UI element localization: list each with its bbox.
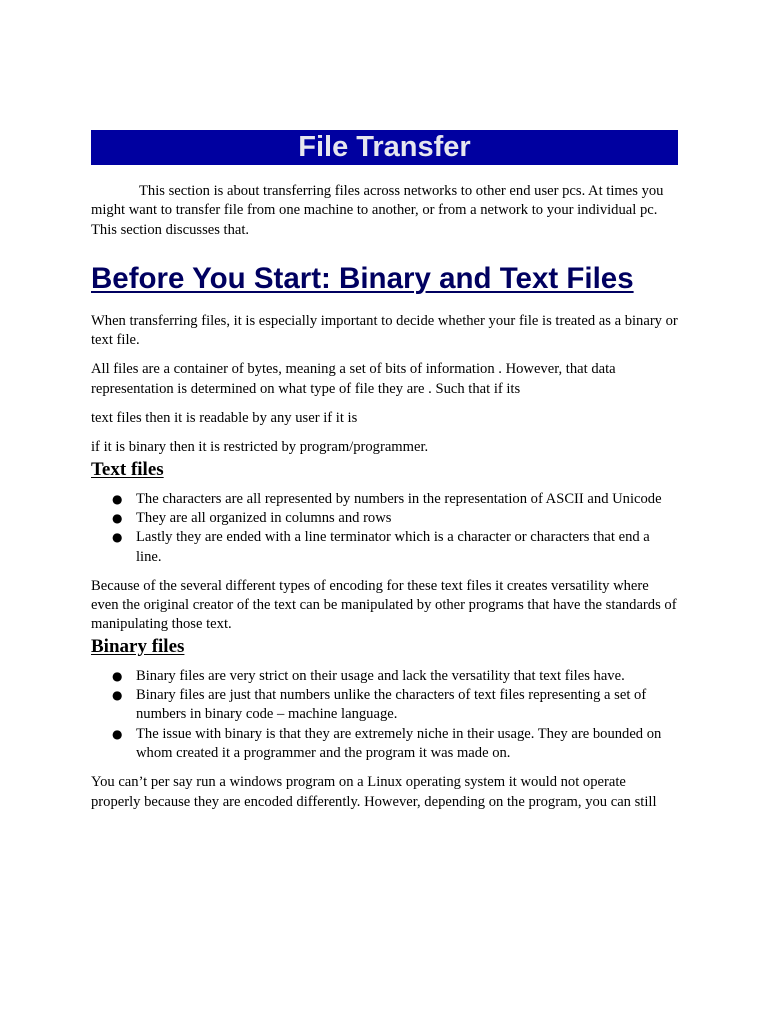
bullet-icon: ● bbox=[112, 688, 123, 703]
paragraph-text-files-readable: text files then it is readable by any user if it is bbox=[91, 410, 358, 427]
list-item bbox=[112, 509, 678, 528]
bullet-icon: ● bbox=[112, 726, 123, 741]
bullet-icon: ● bbox=[112, 510, 123, 525]
list-item-text: Binary files are very strict on their usage and lack the versatility that text files have. bbox=[136, 667, 625, 684]
list-item-text: They are all organized in columns and rows bbox=[136, 509, 392, 526]
paragraph-binary-restricted: if it is binary then it is restricted by program/programmer. bbox=[91, 439, 429, 456]
list-item bbox=[112, 490, 678, 509]
document-title: File Transfer bbox=[298, 131, 471, 163]
paragraph-versatility: Because of the several different types of encoding for these text files it creates versatility where even the original creator of the text can be manipulated by other programs that have the standards of manipulating those text. bbox=[91, 577, 677, 633]
text-files-list bbox=[91, 490, 678, 567]
bullet-icon: ● bbox=[112, 530, 123, 545]
binary-files-list bbox=[91, 667, 678, 763]
bullet-icon: ● bbox=[112, 668, 123, 683]
intro-paragraph: This section is about transferring files across networks to other end user pcs. At times you might want to transfer file from one machine to another, or from a network to your individual pc. This section discusses that. bbox=[91, 183, 664, 238]
paragraph-windows-linux: You can’t per say run a windows program on a Linux operating system it would not operate properly because they are encoded differently. However, depending on the program, you can still bbox=[91, 774, 657, 810]
list-item bbox=[112, 528, 678, 567]
list-item-text: Binary files are just that numbers unlike the characters of text files representing a set of numbers in binary code – machine language. bbox=[136, 687, 647, 723]
section-heading-binary-text: Before You Start: Binary and Text Files bbox=[91, 261, 634, 295]
list-item bbox=[112, 686, 678, 725]
list-item bbox=[112, 725, 678, 764]
list-item-text: The characters are all represented by numbers in the representation of ASCII and Unicode bbox=[136, 490, 662, 507]
subheading-text-files: Text files bbox=[91, 458, 164, 480]
paragraph-all-files: All files are a container of bytes, meaning a set of bits of information . However, that data representation is determined on what type of file they are . Such that if its bbox=[91, 361, 616, 397]
paragraph-when-transferring: When transferring files, it is especially important to decide whether your file is treated as a binary or text file. bbox=[91, 312, 678, 349]
document-page bbox=[91, 130, 678, 812]
title-banner bbox=[91, 130, 678, 165]
bullet-icon: ● bbox=[112, 491, 123, 506]
subheading-binary-files: Binary files bbox=[91, 635, 185, 657]
list-item-text: Lastly they are ended with a line terminator which is a character or characters that end a line. bbox=[136, 529, 650, 565]
list-item bbox=[112, 667, 678, 686]
list-item-text: The issue with binary is that they are extremely niche in their usage. They are bounded on whom created it a programmer and the program it was made on. bbox=[136, 725, 662, 761]
